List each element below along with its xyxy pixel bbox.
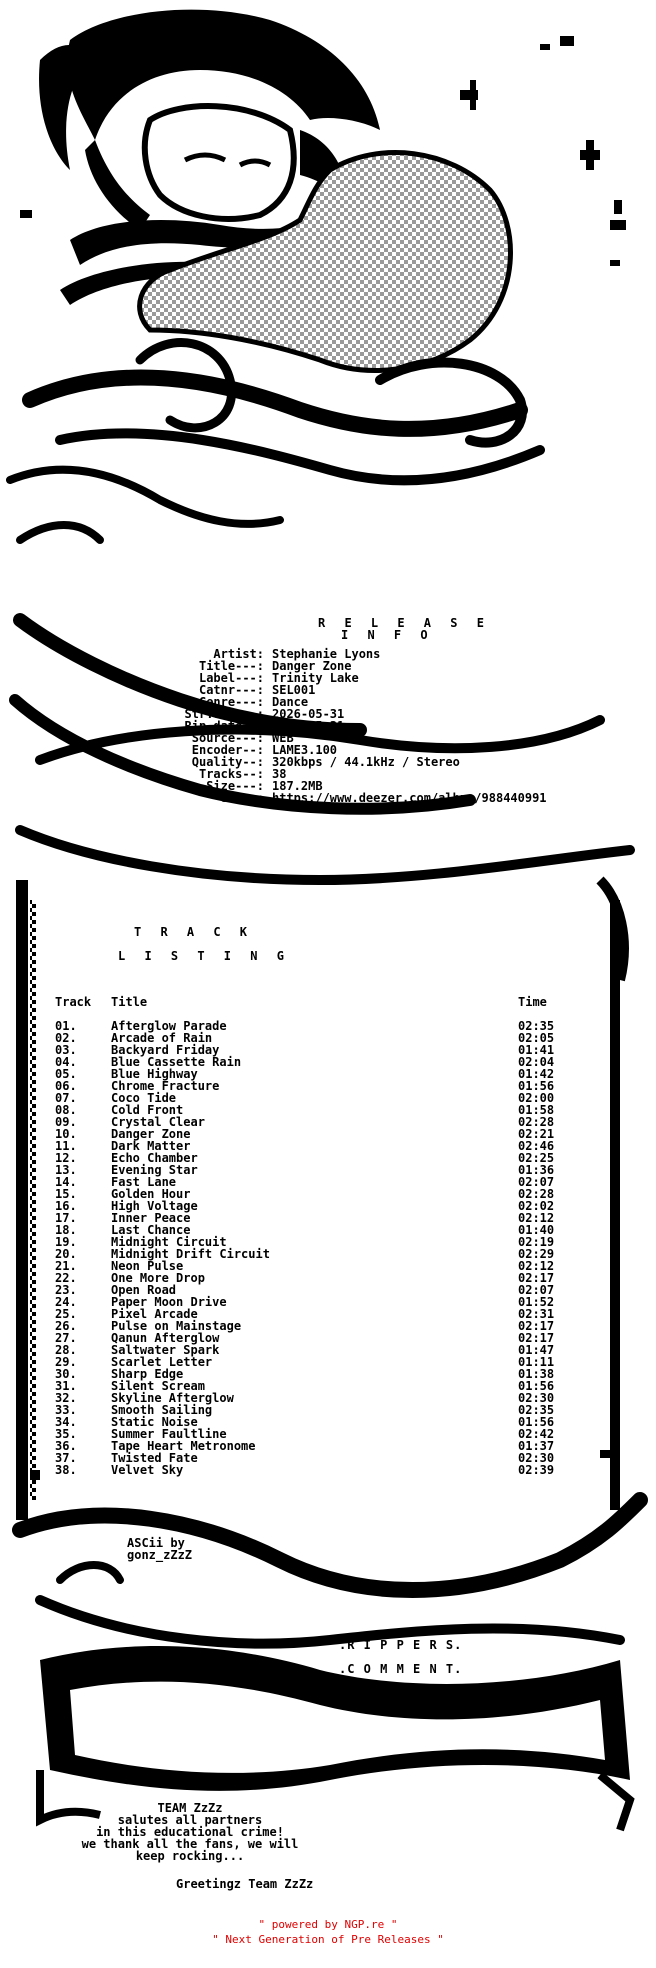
track-time: 01:38 — [518, 1367, 555, 1381]
track-number: 15. — [55, 1187, 77, 1201]
track-time: 02:00 — [518, 1091, 555, 1105]
track-number: 25. — [55, 1307, 77, 1321]
track-title: Chrome Fracture — [111, 1079, 220, 1093]
track-title: Dark Matter — [111, 1139, 191, 1153]
track-number: 27. — [55, 1331, 77, 1345]
track-time: 01:58 — [518, 1103, 555, 1117]
track-time: 02:07 — [518, 1283, 555, 1297]
track-time: 02:17 — [518, 1331, 555, 1345]
track-time: 02:12 — [518, 1259, 555, 1273]
track-number: 12. — [55, 1151, 77, 1165]
track-title: Twisted Fate — [111, 1451, 198, 1465]
track-number: 21. — [55, 1259, 77, 1273]
comment-line: in this educational crime! — [96, 1825, 284, 1839]
release-info-value: 187.2MB — [272, 779, 323, 793]
track-title: Open Road — [111, 1283, 177, 1297]
track-number: 08. — [55, 1103, 77, 1117]
comment-line: we thank all the fans, we will — [81, 1837, 299, 1851]
track-listing-heading-line2: L I S T I N G — [118, 949, 290, 963]
track-number: 34. — [55, 1415, 77, 1429]
track-time: 02:35 — [518, 1403, 555, 1417]
track-time: 02:28 — [518, 1187, 555, 1201]
track-time: 01:56 — [518, 1379, 555, 1393]
greetings-text: Greetingz Team ZzZz — [176, 1877, 314, 1891]
track-time: 01:11 — [518, 1355, 555, 1369]
track-title: Last Chance — [111, 1223, 191, 1237]
track-number: 10. — [55, 1127, 77, 1141]
track-number: 01. — [55, 1019, 77, 1033]
release-info-label: Size---: — [206, 779, 264, 793]
track-title: Static Noise — [111, 1415, 198, 1429]
release-info-value: SEL001 — [272, 683, 316, 697]
track-number: 33. — [55, 1403, 77, 1417]
release-info-heading-line2: I N F O — [341, 628, 434, 642]
release-info-value: Trinity Lake — [272, 671, 359, 685]
track-number: 05. — [55, 1067, 77, 1081]
track-time: 02:35 — [518, 1019, 555, 1033]
track-title: Midnight Drift Circuit — [111, 1247, 270, 1261]
track-time: 02:12 — [518, 1211, 555, 1225]
track-time: 02:02 — [518, 1199, 555, 1213]
track-number: 29. — [55, 1355, 77, 1369]
track-time: 02:39 — [518, 1463, 555, 1477]
track-title: Cold Front — [111, 1103, 184, 1117]
release-info-label: Rip.date--: — [184, 719, 264, 733]
track-number: 13. — [55, 1163, 77, 1177]
track-title: Tape Heart Metronome — [111, 1439, 256, 1453]
track-title: Inner Peace — [111, 1211, 191, 1225]
comment-line: keep rocking... — [135, 1849, 245, 1863]
track-number: 17. — [55, 1211, 77, 1225]
release-info-label: Str.date--: — [184, 707, 264, 721]
track-title: Blue Highway — [111, 1067, 198, 1081]
track-time: 02:31 — [518, 1307, 555, 1321]
track-title: Paper Moon Drive — [111, 1295, 227, 1309]
track-time: 02:30 — [518, 1391, 555, 1405]
release-info-value: 320kbps / 44.1kHz / Stereo — [272, 755, 460, 769]
release-info-value: LAME3.100 — [272, 743, 338, 757]
track-number: 24. — [55, 1295, 77, 1309]
track-title: Qanun Afterglow — [111, 1331, 220, 1345]
release-info-label: Artist: — [213, 647, 264, 661]
track-time: 01:37 — [518, 1439, 555, 1453]
release-info-label: Encoder--: — [191, 743, 264, 757]
release-info-value: Dance — [272, 695, 309, 709]
track-number: 18. — [55, 1223, 77, 1237]
track-title: Golden Hour — [111, 1187, 191, 1201]
track-number: 28. — [55, 1343, 77, 1357]
track-time: 02:46 — [518, 1139, 555, 1153]
track-number: 16. — [55, 1199, 77, 1213]
release-info-value: Danger Zone — [272, 659, 352, 673]
track-number: 19. — [55, 1235, 77, 1249]
track-title: One More Drop — [111, 1271, 205, 1285]
release-info-value: https://www.deezer.com/album/988440991 — [272, 791, 547, 805]
track-number: 23. — [55, 1283, 77, 1297]
track-time: 02:04 — [518, 1055, 555, 1069]
track-number: 14. — [55, 1175, 77, 1189]
comment-line: TEAM ZzZz — [157, 1801, 223, 1815]
track-number: 26. — [55, 1319, 77, 1333]
release-info-label: Title---: — [198, 659, 264, 673]
release-info-label: Source---: — [191, 731, 264, 745]
track-number: 30. — [55, 1367, 77, 1381]
track-time: 02:19 — [518, 1235, 555, 1249]
track-title: Arcade of Rain — [111, 1031, 213, 1045]
footer-tagline: " Next Generation of Pre Releases " — [212, 1933, 444, 1946]
release-info-value: WEB — [272, 731, 294, 745]
track-time: 02:05 — [518, 1031, 555, 1045]
track-title: Saltwater Spark — [111, 1343, 220, 1357]
track-number: 02. — [55, 1031, 77, 1045]
column-header-track: Track — [55, 995, 92, 1009]
track-title: Scarlet Letter — [111, 1355, 213, 1369]
ascii-credit: ASCii by — [127, 1536, 185, 1550]
track-time: 02:17 — [518, 1271, 555, 1285]
track-title: Sharp Edge — [111, 1367, 184, 1381]
track-title: Coco Tide — [111, 1091, 177, 1105]
track-number: 11. — [55, 1139, 77, 1153]
track-title: Afterglow Parade — [111, 1019, 227, 1033]
track-time: 02:25 — [518, 1151, 555, 1165]
track-time: 01:47 — [518, 1343, 555, 1357]
column-header-title: Title — [111, 995, 148, 1009]
track-number: 03. — [55, 1043, 77, 1057]
column-header-time: Time — [518, 995, 547, 1009]
track-number: 04. — [55, 1055, 77, 1069]
track-title: Pixel Arcade — [111, 1307, 198, 1321]
track-time: 02:17 — [518, 1319, 555, 1333]
track-number: 32. — [55, 1391, 77, 1405]
release-info-value: 38 — [272, 767, 287, 781]
track-number: 37. — [55, 1451, 77, 1465]
track-title: High Voltage — [111, 1199, 198, 1213]
release-info-label: Url--: — [220, 791, 264, 805]
track-number: 35. — [55, 1427, 77, 1441]
footer-powered-by: " powered by NGP.re " — [258, 1918, 398, 1931]
track-title: Fast Lane — [111, 1175, 177, 1189]
release-info-label: Tracks--: — [198, 767, 264, 781]
track-title: Blue Cassette Rain — [111, 1055, 242, 1069]
track-title: Danger Zone — [111, 1127, 191, 1141]
track-number: 09. — [55, 1115, 77, 1129]
release-info-label: Label---: — [198, 671, 264, 685]
track-title: Echo Chamber — [111, 1151, 198, 1165]
track-time: 01:41 — [518, 1043, 555, 1057]
track-number: 22. — [55, 1271, 77, 1285]
release-info-value: Stephanie Lyons — [272, 647, 381, 661]
track-title: Summer Faultline — [111, 1427, 227, 1441]
track-number: 36. — [55, 1439, 77, 1453]
track-title: Backyard Friday — [111, 1043, 220, 1057]
release-info-value: 2026-05-31 — [272, 719, 345, 733]
release-info-label: Quality--: — [191, 755, 264, 769]
track-title: Pulse on Mainstage — [111, 1319, 242, 1333]
track-title: Evening Star — [111, 1163, 198, 1177]
release-info-heading: R E L E A S E — [318, 616, 490, 630]
track-time: 02:42 — [518, 1427, 555, 1441]
release-info-label: Genre---: — [198, 695, 264, 709]
comment-heading: .C O M M E N T. — [339, 1662, 463, 1676]
track-number: 07. — [55, 1091, 77, 1105]
track-number: 31. — [55, 1379, 77, 1393]
track-title: Silent Scream — [111, 1379, 205, 1393]
track-title: Crystal Clear — [111, 1115, 205, 1129]
track-number: 20. — [55, 1247, 77, 1261]
track-time: 01:56 — [518, 1415, 555, 1429]
track-number: 06. — [55, 1079, 77, 1093]
track-title: Neon Pulse — [111, 1259, 184, 1273]
track-listing-heading: T R A C K — [134, 925, 254, 939]
track-time: 01:36 — [518, 1163, 555, 1177]
release-info-value: 2026-05-31 — [272, 707, 345, 721]
track-title: Velvet Sky — [111, 1463, 184, 1477]
ascii-credit-author: gonz_zZzZ — [127, 1548, 193, 1562]
track-time: 02:21 — [518, 1127, 555, 1141]
track-time: 02:28 — [518, 1115, 555, 1129]
comment-line: salutes all partners — [117, 1813, 263, 1827]
track-title: Midnight Circuit — [111, 1235, 227, 1249]
track-time: 01:56 — [518, 1079, 555, 1093]
track-number: 38. — [55, 1463, 77, 1477]
release-info-label: Catnr---: — [198, 683, 264, 697]
track-time: 01:52 — [518, 1295, 555, 1309]
track-time: 02:29 — [518, 1247, 555, 1261]
track-title: Smooth Sailing — [111, 1403, 213, 1417]
track-title: Skyline Afterglow — [111, 1391, 234, 1405]
rippers-heading: .R I P P E R S. — [339, 1638, 463, 1652]
track-time: 02:30 — [518, 1451, 555, 1465]
track-time: 01:42 — [518, 1067, 555, 1081]
track-time: 01:40 — [518, 1223, 555, 1237]
track-time: 02:07 — [518, 1175, 555, 1189]
